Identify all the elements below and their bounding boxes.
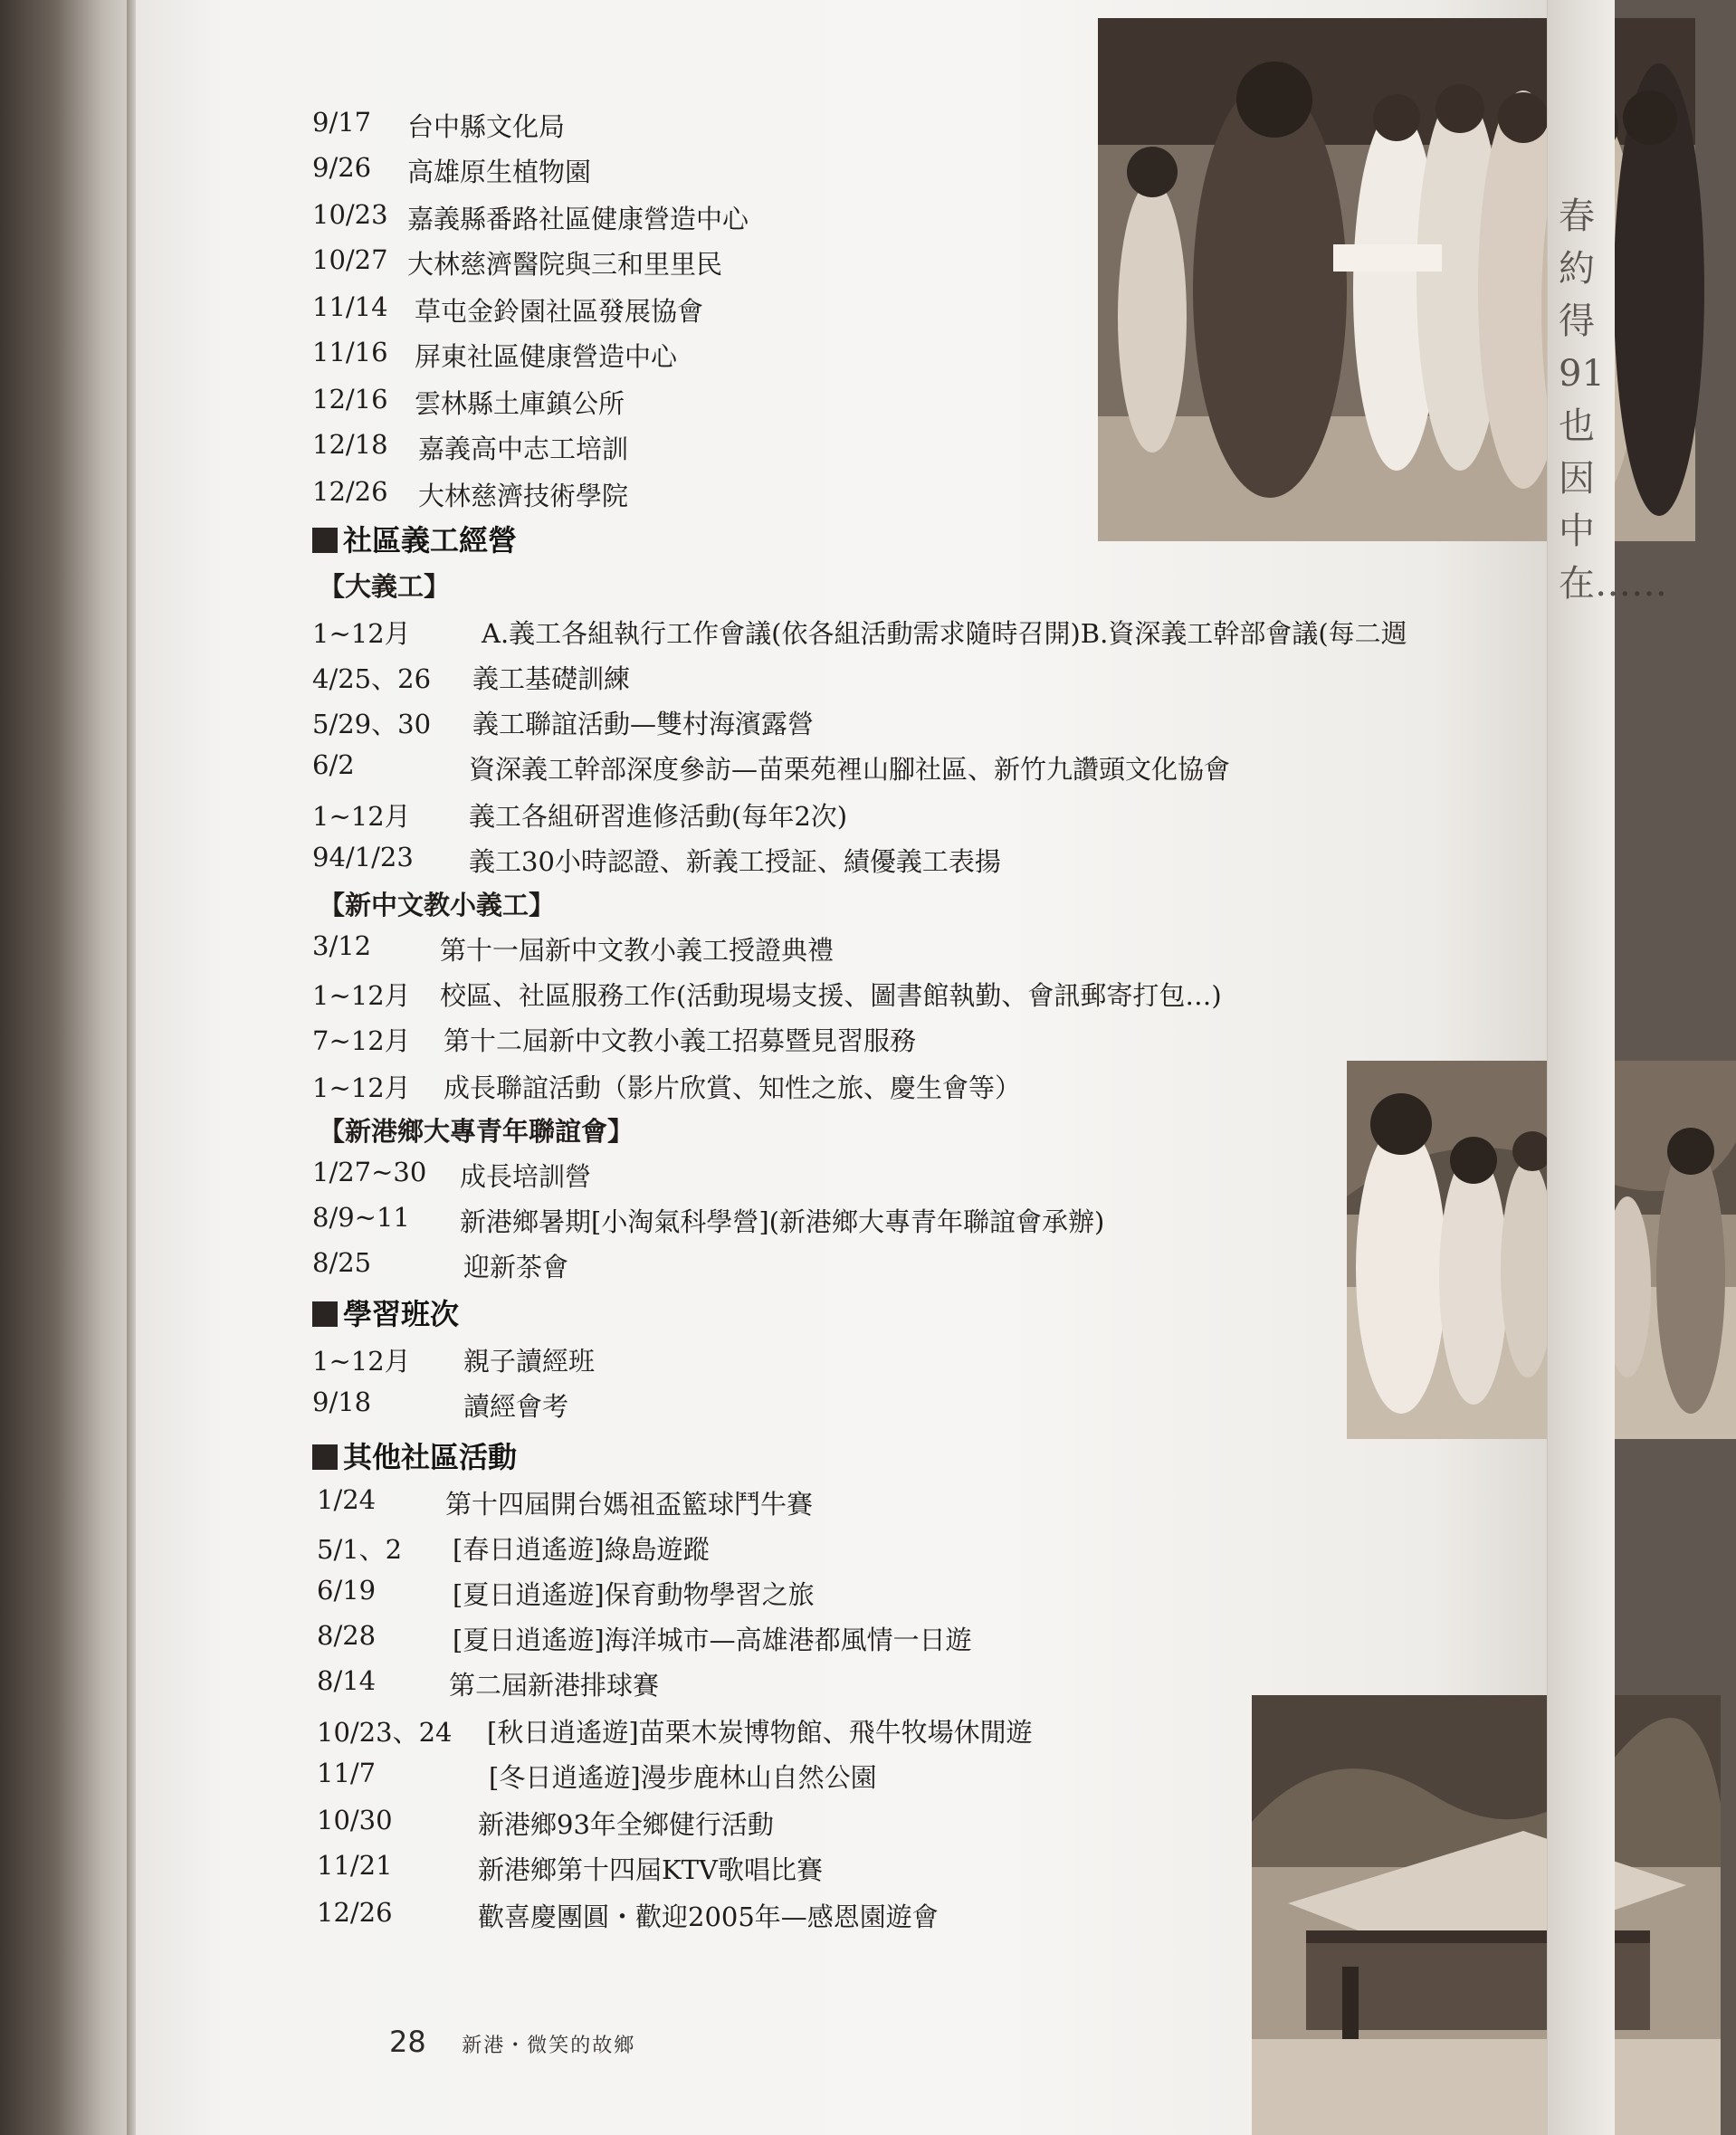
square-bullet-icon xyxy=(312,1301,338,1327)
item-text: 草屯金鈴園社區發展協會 xyxy=(415,296,704,327)
item-date: 7~12月 xyxy=(312,1025,411,1056)
item-date: 1~12月 xyxy=(312,980,411,1011)
item-date: 1/27~30 xyxy=(312,1157,427,1187)
item-text: 大林慈濟醫院與三和里里民 xyxy=(407,249,723,280)
item-text: 大林慈濟技術學院 xyxy=(418,481,629,511)
item-date: 11/7 xyxy=(317,1758,377,1788)
item-date: 4/25、26 xyxy=(312,663,432,694)
item-date: 1~12月 xyxy=(312,1346,411,1377)
item-date: 9/18 xyxy=(312,1387,372,1417)
item-date: 6/2 xyxy=(312,749,355,780)
item-date: 12/26 xyxy=(317,1897,393,1928)
subsection-label: 【新中文教小義工】 xyxy=(319,890,556,920)
item-text: [春日逍遙遊]綠島遊蹤 xyxy=(453,1534,710,1565)
item-date: 9/17 xyxy=(312,107,372,138)
book-spine-shadow xyxy=(0,0,136,2135)
item-text: 成長聯誼活動（影片欣賞、知性之旅、慶生會等） xyxy=(444,1072,1022,1103)
item-date: 1/24 xyxy=(317,1484,377,1515)
item-text: A.義工各組執行工作會議(依各組活動需求隨時召開)B.資深義工幹部會議(每二週 xyxy=(482,618,1407,649)
item-text: 校區、社區服務工作(活動現場支援、圖書館執勤、會訊郵寄打包…) xyxy=(440,980,1222,1011)
item-date: 1~12月 xyxy=(312,1072,411,1103)
item-date: 5/29、30 xyxy=(312,709,432,739)
item-text: 親子讀經班 xyxy=(463,1346,596,1377)
item-text: [夏日逍遙遊]海洋城市—高雄港都風情一日遊 xyxy=(453,1625,972,1655)
item-date: 10/27 xyxy=(312,244,388,275)
item-text: 新港鄉暑期[小淘氣科學營](新港鄉大專青年聯誼會承辦) xyxy=(460,1206,1105,1237)
item-date: 12/16 xyxy=(312,384,388,415)
youth-group-photo xyxy=(1347,1061,1736,1439)
item-text: 第二屆新港排球賽 xyxy=(449,1670,660,1701)
item-date: 94/1/23 xyxy=(312,842,414,872)
item-date: 11/16 xyxy=(312,337,388,367)
item-date: 12/26 xyxy=(312,476,388,507)
item-date: 11/21 xyxy=(317,1850,393,1881)
item-text: 歡喜慶團圓・歡迎2005年—感恩園遊會 xyxy=(478,1901,939,1932)
item-date: 11/14 xyxy=(312,291,388,322)
item-text: 第十二屆新中文教小義工招募暨見習服務 xyxy=(444,1025,917,1056)
item-text: 迎新茶會 xyxy=(463,1252,569,1282)
item-text: 義工聯誼活動—雙村海濱露營 xyxy=(472,709,815,739)
adjacent-page-edge xyxy=(1547,0,1667,2135)
adjacent-page-text: 春約得91也因中在…… xyxy=(1559,195,1667,605)
item-date: 10/23、24 xyxy=(317,1717,453,1748)
item-text: 讀經會考 xyxy=(463,1391,569,1422)
page-number: 28 xyxy=(389,2025,426,2059)
item-text: 屏東社區健康營造中心 xyxy=(415,341,678,372)
item-date: 8/9~11 xyxy=(312,1202,410,1233)
item-date: 1~12月 xyxy=(312,801,411,832)
section-heading-volunteer: 社區義工經營 xyxy=(312,518,517,559)
park-shelter-photo xyxy=(1252,1695,1721,2135)
item-text: [夏日逍遙遊]保育動物學習之旅 xyxy=(453,1579,815,1610)
subsection-label: 【新港鄉大專青年聯誼會】 xyxy=(319,1116,634,1147)
item-text: 義工各組研習進修活動(每年2次) xyxy=(469,801,848,832)
item-text: 嘉義縣番路社區健康營造中心 xyxy=(407,204,749,234)
item-date: 5/1、2 xyxy=(317,1534,403,1565)
item-text: 嘉義高中志工培訓 xyxy=(418,434,629,464)
item-date: 9/26 xyxy=(312,152,372,183)
item-text: 雲林縣土庫鎮公所 xyxy=(415,388,625,419)
item-text: 新港鄉93年全鄉健行活動 xyxy=(478,1809,774,1840)
item-text: 義工基礎訓練 xyxy=(472,663,631,694)
item-text: 成長培訓營 xyxy=(460,1161,592,1192)
item-text: 台中縣文化局 xyxy=(407,111,566,142)
item-date: 12/18 xyxy=(312,429,388,460)
section-heading-study: 學習班次 xyxy=(312,1291,459,1333)
item-date: 8/25 xyxy=(312,1247,372,1278)
item-date: 1~12月 xyxy=(312,618,411,649)
item-text: 義工30小時認證、新義工授証、績優義工表揚 xyxy=(469,846,1001,877)
square-bullet-icon xyxy=(312,1444,338,1470)
publication-title: 新港・微笑的故鄉 xyxy=(462,2035,636,2057)
item-date: 6/19 xyxy=(317,1575,377,1606)
item-text: 資深義工幹部深度參訪—苗栗苑裡山腳社區、新竹九讚頭文化協會 xyxy=(469,754,1231,785)
section-heading-other: 其他社區活動 xyxy=(312,1434,517,1476)
item-date: 8/14 xyxy=(317,1665,377,1696)
item-text: 第十四屆開台媽祖盃籃球鬥牛賽 xyxy=(445,1489,814,1520)
item-text: 高雄原生植物園 xyxy=(407,157,592,187)
item-date: 10/23 xyxy=(312,199,388,230)
item-date: 10/30 xyxy=(317,1805,393,1835)
item-text: [秋日逍遙遊]苗栗木炭博物館、飛牛牧場休閒遊 xyxy=(487,1717,1033,1748)
square-bullet-icon xyxy=(312,528,338,553)
subsection-label: 【大義工】 xyxy=(319,571,451,602)
item-date: 3/12 xyxy=(312,930,372,961)
item-text: 新港鄉第十四屆KTV歌唱比賽 xyxy=(478,1854,823,1885)
page-footer xyxy=(389,2025,635,2059)
item-text: 第十一屆新中文教小義工授證典禮 xyxy=(440,935,835,966)
item-text: [冬日逍遙遊]漫步鹿林山自然公園 xyxy=(489,1762,877,1793)
item-date: 8/28 xyxy=(317,1620,377,1651)
